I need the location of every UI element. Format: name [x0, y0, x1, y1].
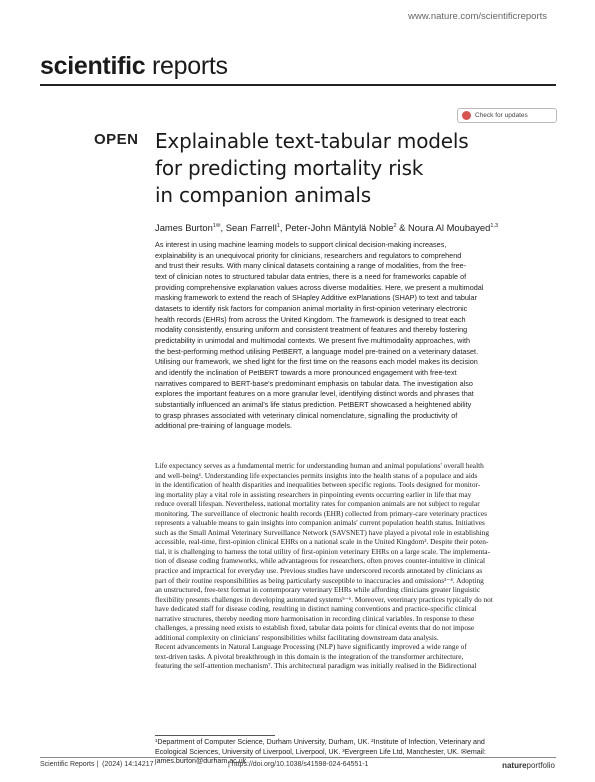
body-line: reduce overall lifespan. Nevertheless, national mortality rates for companion animals are not subject to regular [155, 499, 480, 509]
body-line: challenges, a pressing need exists to establish fixed, tabular data points for clinical events that do not impose [155, 623, 475, 633]
footnote-email[interactable]: james.burton@durham.ac.uk [155, 757, 247, 766]
abstract-line: health records (EHRs) from across the United Kingdom. The framework is designed to treat each [155, 314, 466, 324]
body-line: and well-being¹. Understanding life expectancies permits insights into the health status of a populace and aids [155, 470, 478, 480]
abstract-line: text of clinician notes to structured tabular data entries, there is a need for frameworks capable of [155, 271, 467, 281]
abstract-line: providing comprehensive explanation values across diverse modalities. Here, we present a multimodal [155, 282, 484, 292]
body-line: monitoring. The surveillance of electronic health records (EHR) collected from primary-care veterinary practices [155, 508, 488, 518]
publisher-logo [502, 761, 555, 770]
footnote-line: Ecological Sciences, University of Liverpool, Liverpool, UK. ³Evergreen Life Ltd, Manchester, UK. ✉email: [155, 747, 486, 756]
body-text [155, 461, 555, 671]
abstract-line: substantially influenced an animal's life status prediction. PetBERT showcased a heightened ability [155, 399, 472, 409]
check-for-updates-button[interactable] [457, 108, 557, 123]
body-line: such as the Small Animal Veterinary Surveillance Network (SAVSNET) have played a pivotal role in establishing [155, 527, 489, 537]
author-link[interactable]: Sean Farrell [225, 222, 277, 233]
header-rule [40, 84, 556, 86]
abstract-line: the best-performing method utilising PetBERT, a language model pre-trained on a veterinary dataset. [155, 346, 479, 356]
body-line: narrative structures, thereby needing more harmonisation in recording clinical variables. In response to these [155, 613, 475, 623]
abstract-line: to grasp phrases associated with veterinary clinical nomenclature, signalling the productivity of [155, 410, 458, 420]
footnote-line: ¹Department of Computer Science, Durham University, Durham, UK. ²Institute of Infection, Veterinary and [155, 738, 485, 746]
abstract-line: and trust their results. With many clinical datasets containing a range of modalities, from the free- [155, 261, 467, 271]
abstract-line: Utilising our framework, we shed light for the first time on the reasons each model makes its decision [155, 357, 478, 367]
author-affiliation: 2 [393, 222, 397, 229]
body-line: featuring the self-attention mechanism⁷. This architectural paradigm was initially realised in the Bidirectional [155, 661, 477, 671]
author-affiliation: 1,3 [490, 222, 499, 229]
publisher-logo-rest: portfolio [526, 761, 555, 770]
abstract-line: masking framework to extend the reach of SHapley Additive exPlanations (SHAP) to text and tabular [155, 293, 477, 303]
body-line: represents a valuable means to gain insights into companion animals' current population health status. Initiatives [155, 518, 485, 528]
body-line: have dedicated staff for disease coding, resulting in distinct naming conventions and practice-specific clinical [155, 604, 477, 614]
abstract-line: As interest in using machine learning models to support clinical decision-making increases, [155, 240, 447, 249]
abstract [155, 240, 555, 432]
journal-logo-rest: reports [145, 52, 228, 80]
footer-journal: Scientific Reports | [40, 761, 99, 768]
body-line: ing mortality play a vital role in assisting researchers in pinpointing events occurring earlier in life that may [155, 489, 472, 499]
author-affiliation: 1 [276, 222, 280, 229]
abstract-line: datasets to identify risk factors for companion animal mortality in first-opinion veterinary electronic [155, 303, 468, 313]
body-line: tion of disease coding frameworks, while advantageous for researchers, often proves counter-intuitive in clinical [155, 556, 486, 566]
author-link[interactable]: Noura Al Moubayed [408, 222, 491, 233]
title-line: in companion animals [155, 183, 371, 207]
footer-citation [40, 761, 154, 768]
body-line: flexibility presents challenges in developing automated systems⁵⁻⁶. Moreover, veterinary practices typically do not [155, 594, 493, 604]
abstract-line: modality consistently, ensuring uniform and consistent treatment of features and thereby fostering [155, 325, 468, 335]
body-line: tial, it is challenging to harness the total utility of first-opinion veterinary EHRs on a large scale. The implementa- [155, 546, 491, 556]
footer-volume: (2024) 14:14217 [102, 761, 154, 768]
body-line: part of their routine responsibilities as being particularly susceptible to inaccuracies and omissions³⁻⁴. Adopting [155, 575, 484, 585]
article-title [155, 128, 555, 209]
footnote-rule [155, 735, 275, 736]
author-link[interactable]: Peter-John Mäntylä Noble [285, 222, 394, 233]
journal-logo [40, 52, 228, 81]
author-list: James Burton$^{1✉}$, Sean Farrell$^1$, Peter-John Mäntylä Noble$^2$ & Noura Al Moubayed$^{1,3}$ [155, 222, 499, 233]
abstract-line: additional pre-training of language models. [155, 421, 293, 431]
title-line: for predicting mortality risk [155, 156, 424, 180]
abstract-line: and identify the inclination of PetBERT towards a more pronounced engagement with free-text [155, 367, 457, 377]
footer-doi-link[interactable]: | https://doi.org/10.1038/s41598-024-64551-1 [228, 761, 369, 768]
open-access-label: OPEN [94, 131, 139, 148]
body-line: an unstructured, free-text format in contemporary veterinary EHRs while affording clinicians greater linguistic [155, 585, 481, 595]
abstract-line: explores the important features on a more granular level, identifying distinct words and phrases that [155, 389, 474, 399]
journal-url[interactable]: www.nature.com/scientificreports [408, 11, 547, 22]
abstract-line: explainability is an unequivocal priority for clinicians, researchers and regulators to comprehend [155, 250, 462, 260]
body-line: in the identification of health disparities and inequalities between specific regions. Tools designed for monitor- [155, 480, 481, 490]
journal-logo-bold: scientific [40, 52, 146, 80]
abstract-line: predictability in unimodal and multimodal contexts. We present five multimodality approaches, with [155, 335, 470, 345]
body-line: accessible, real-time, first-opinion clinical EHRs on a national scale in the United Kingdom². Despite their poten- [155, 537, 489, 547]
body-line: practice and impractical for everyday use. Previous studies have underscored records annotated by clinicians as [155, 566, 483, 576]
body-line: text-driven tasks. A pivotal breakthrough in this domain is the integration of the transformer architecture, [155, 651, 464, 661]
author-link[interactable]: James Burton [155, 222, 213, 233]
abstract-line: narratives compared to BERT-base's predominant emphasis on tabular data. The investigation also [155, 378, 473, 388]
footer-rule [40, 757, 556, 758]
body-line: additional complexity on clinicians' responsibilities whilst facilitating downstream data analysis. [155, 632, 439, 642]
body-line: Recent advancements in Natural Language Processing (NLP) have significantly improved a wide range of [155, 642, 467, 652]
check-for-updates-label: Check for updates [475, 112, 528, 119]
update-badge-icon [462, 111, 471, 120]
publisher-logo-bold: nature [502, 761, 527, 770]
body-line: Life expectancy serves as a fundamental metric for understanding human and animal populations' overall health [155, 461, 484, 470]
title-line: Explainable text-tabular models [155, 129, 469, 153]
author-affiliation: 1✉ [212, 222, 221, 229]
